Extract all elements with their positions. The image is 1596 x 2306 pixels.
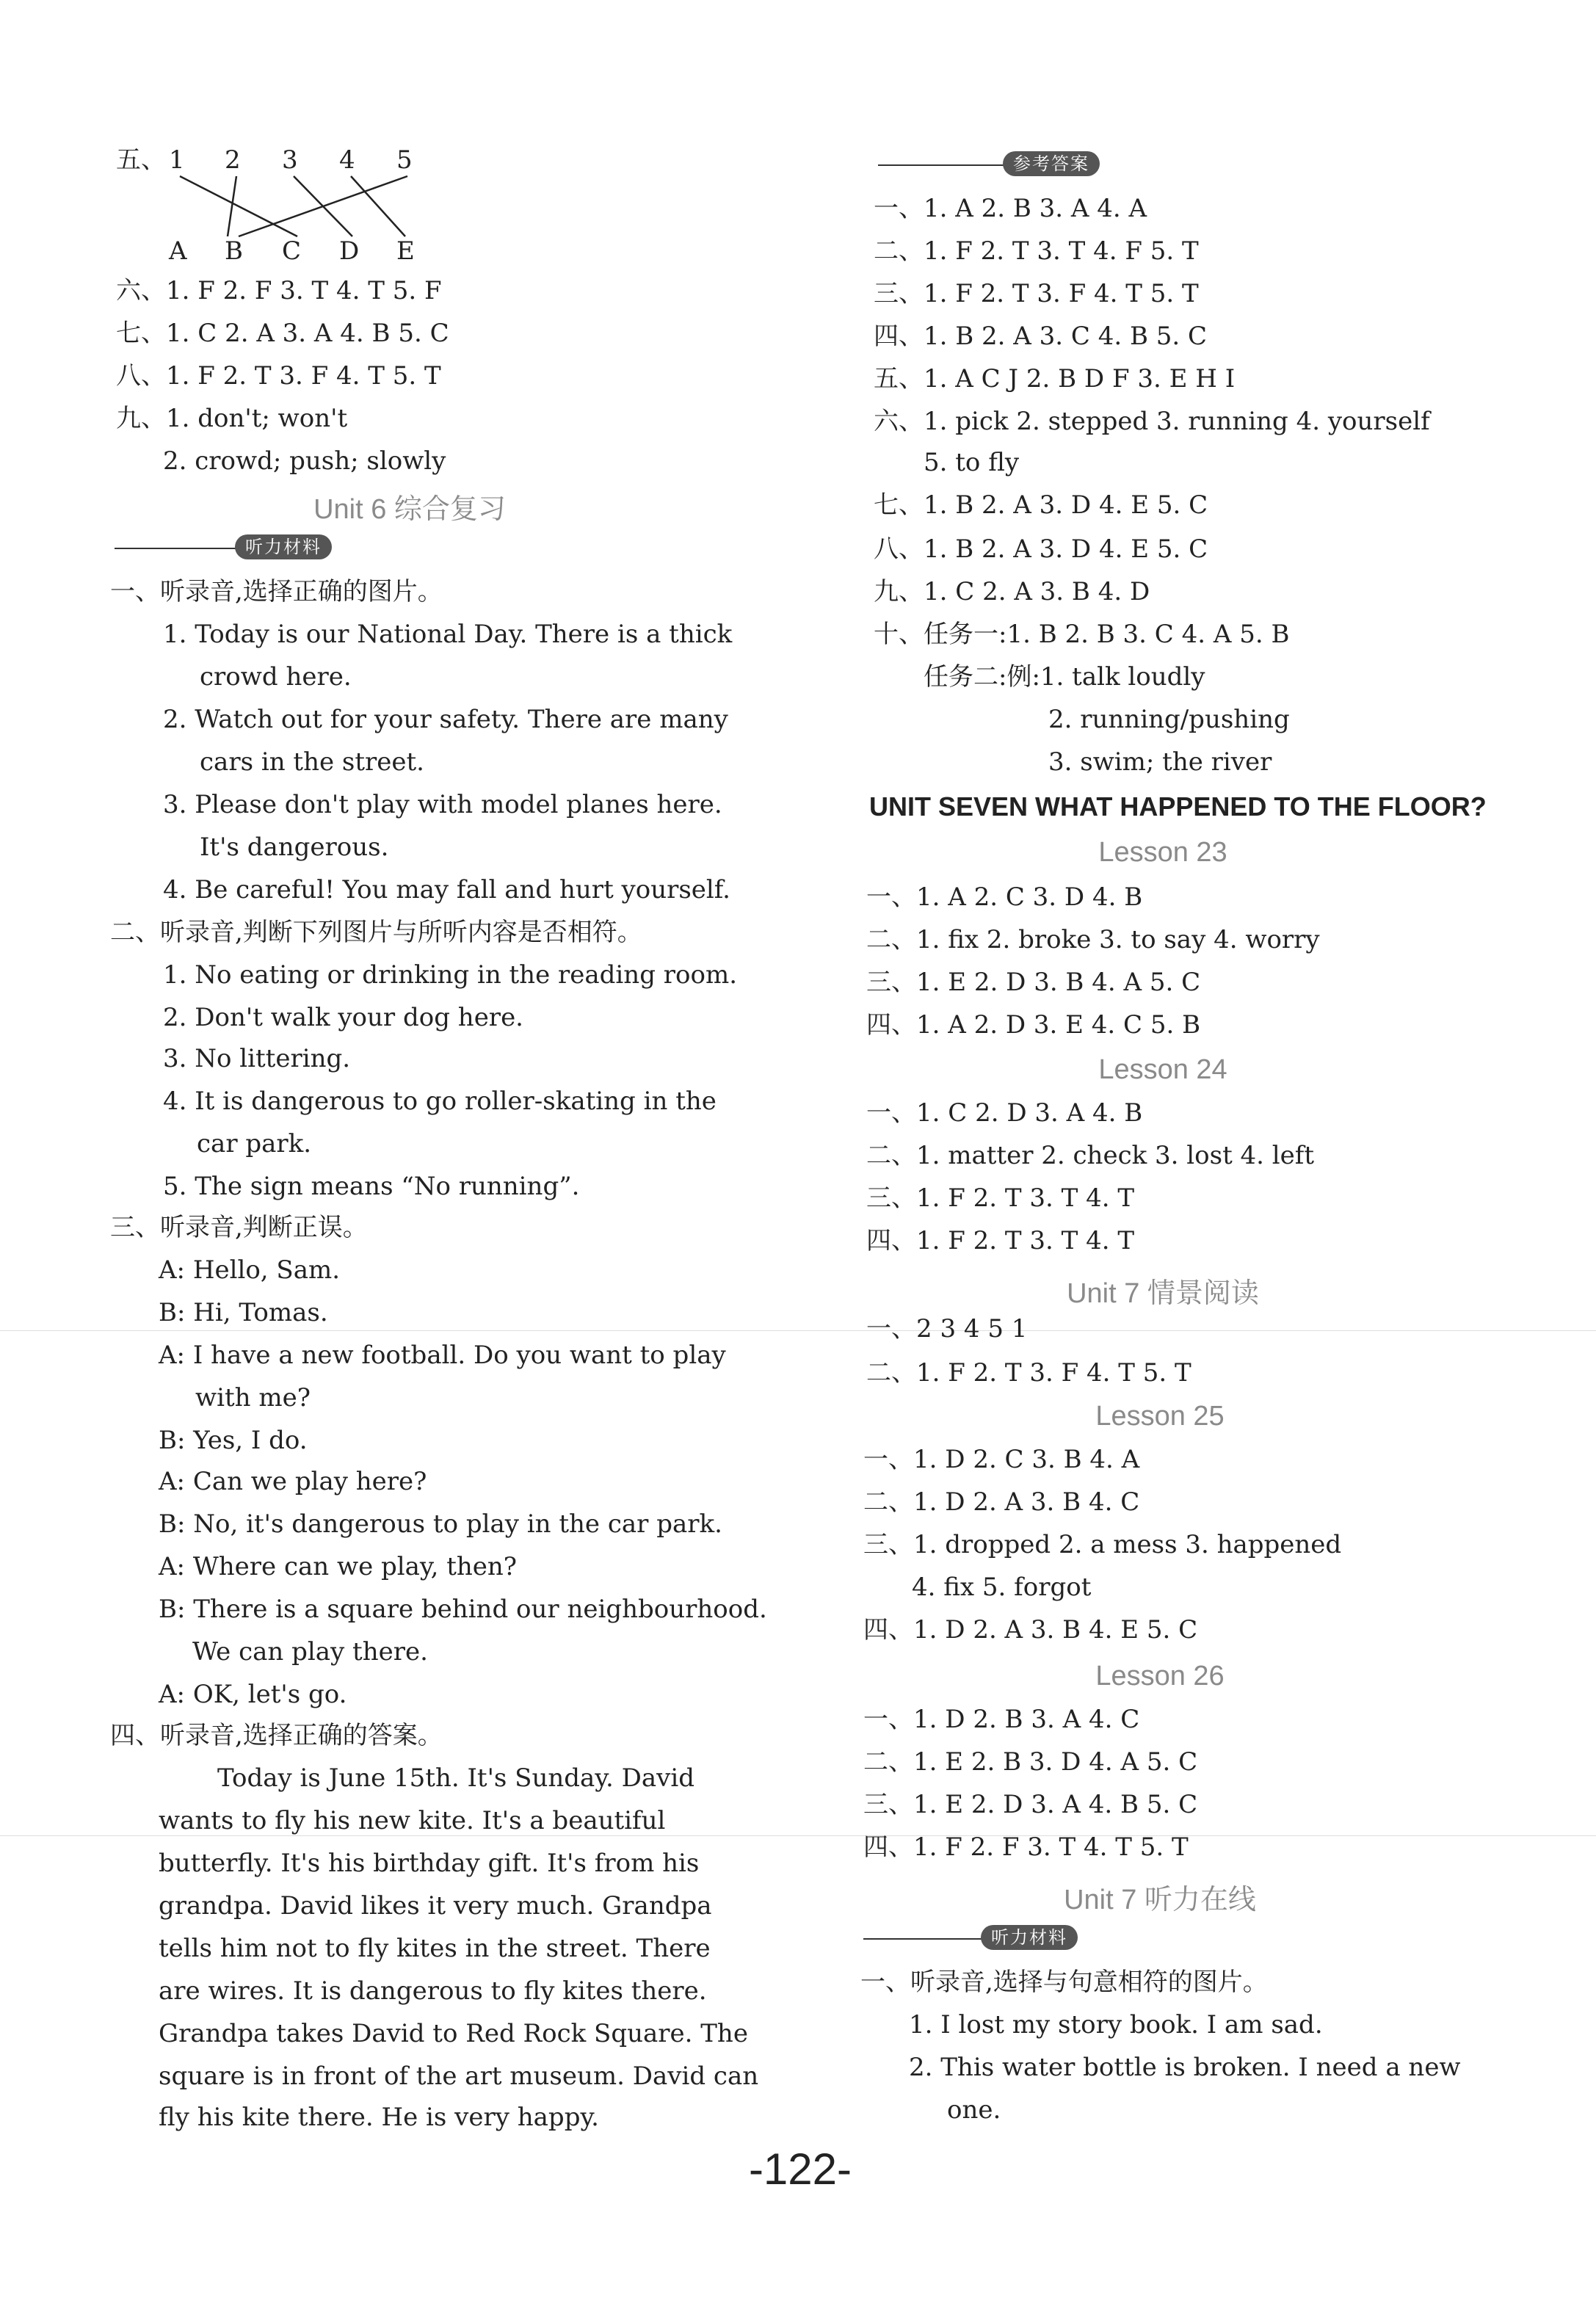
passage-line: Today is June 15th. It's Sunday. David [217,1763,694,1793]
text-line: 3. Please don't play with model planes here. [163,790,722,819]
answer-line: 二、1. fix 2. broke 3. to say 4. worry [866,925,1320,954]
dialogue-line: B: There is a square behind our neighbourhood. [159,1595,767,1624]
scan-crease [0,1330,1596,1331]
question-heading: 三、听录音,判断正误。 [110,1213,368,1242]
section-title: Unit 7 情景阅读 [1067,1278,1259,1309]
section-title: Lesson 26 [1095,1661,1225,1692]
passage-line: fly his kite there. He is very happy. [159,2103,599,2132]
answer-line: 一、1. D 2. B 3. A 4. C [863,1705,1140,1734]
answer-line: 四、1. F 2. F 3. T 4. T 5. T [863,1832,1189,1862]
answer-line: 二、1. F 2. T 3. F 4. T 5. T [866,1358,1191,1388]
section-title: Lesson 24 [1098,1054,1227,1085]
answer-line: 3. swim; the river [1048,747,1272,777]
banner-label: 参考答案 [1003,151,1100,176]
passage-line: Grandpa takes David to Red Rock Square. The [159,2019,748,2048]
section-title: Lesson 23 [1098,837,1227,868]
dialogue-line: A: Hello, Sam. [159,1255,341,1285]
match-letter: E [396,236,415,266]
text-line: crowd here. [200,662,352,692]
banner-label: 听力材料 [235,534,332,559]
answer-line: 二、1. D 2. A 3. B 4. C [863,1487,1140,1517]
match-letter: C [282,236,302,266]
answer-line: 三、1. E 2. D 3. A 4. B 5. C [863,1790,1198,1819]
answer-line: 四、1. D 2. A 3. B 4. E 5. C [863,1615,1198,1645]
answer-line: 2. running/pushing [1048,705,1290,734]
text-line: cars in the street. [200,747,424,777]
answer-line: 八、1. F 2. T 3. F 4. T 5. T [116,361,441,391]
text-line: 2. Watch out for your safety. There are many [163,705,728,734]
text-line: 2. Don't walk your dog here. [163,1003,523,1032]
question-heading: 一、听录音,选择与句意相符的图片。 [860,1968,1268,1997]
text-line: It's dangerous. [200,833,389,862]
dialogue-line: We can play there. [192,1637,428,1667]
dialogue-line: A: I have a new football. Do you want to play [159,1341,726,1370]
answer-line: 5. to fly [924,448,1020,477]
dialogue-line: A: Can we play here? [159,1467,427,1496]
text-line: 4. Be careful! You may fall and hurt yourself. [163,875,730,904]
passage-line: grandpa. David likes it very much. Grandpa [159,1891,712,1921]
match-letter: A [169,236,187,266]
passage-line: butterfly. It's his birthday gift. It's from his [159,1849,700,1878]
dialogue-line: A: Where can we play, then? [159,1552,518,1581]
question-heading: 四、听录音,选择正确的答案。 [110,1721,443,1750]
page-number: -122- [748,2144,852,2194]
text-line: 3. No littering. [163,1044,351,1073]
answer-line: 一、1. D 2. C 3. B 4. A [863,1445,1140,1474]
section-title: Unit 7 听力在线 [1064,1885,1256,1915]
answers-banner [878,150,1142,179]
passage-line: tells him not to fly kites in the street. There [159,1934,711,1963]
matching-label: 五、 [116,145,166,175]
text-line: one. [947,2095,1001,2125]
answer-line: 三、1. dropped 2. a mess 3. happened [863,1530,1342,1559]
answer-line: 4. fix 5. forgot [912,1573,1092,1602]
match-num: 2 [225,145,241,175]
unit-heading: UNIT SEVEN WHAT HAPPENED TO THE FLOOR? [869,791,1487,822]
section-title: Unit 6 综合复习 [313,494,506,525]
answer-line: 任务二:例:1. talk loudly [924,662,1205,692]
dialogue-line: B: Hi, Tomas. [159,1298,328,1327]
match-letter: D [339,236,360,266]
answer-line: 七、1. C 2. A 3. A 4. B 5. C [116,319,449,348]
banner-label: 听力材料 [981,1925,1078,1950]
answer-line: 三、1. F 2. T 3. T 4. T [866,1183,1135,1213]
answer-line: 四、1. F 2. T 3. T 4. T [866,1226,1135,1255]
answer-line: 二、1. E 2. B 3. D 4. A 5. C [863,1747,1198,1777]
dialogue-line: A: OK, let's go. [159,1680,347,1709]
text-line: car park. [197,1129,312,1159]
match-num: 4 [339,145,355,175]
dialogue-line: with me? [195,1383,311,1413]
passage-line: are wires. It is dangerous to fly kites there. [159,1976,707,2006]
answer-line: 十、任务一:1. B 2. B 3. C 4. A 5. B [874,620,1290,649]
answer-line: 一、1. A 2. B 3. A 4. A [874,194,1147,223]
match-num: 1 [169,145,185,175]
dialogue-line: B: Yes, I do. [159,1426,308,1455]
answer-line: 四、1. A 2. D 3. E 4. C 5. B [866,1010,1201,1040]
match-num: 3 [282,145,298,175]
match-num: 5 [396,145,413,175]
matching-lines [0,0,514,294]
dialogue-line: B: No, it's dangerous to play in the car park. [159,1509,722,1539]
text-line: 2. This water bottle is broken. I need a new [909,2053,1461,2082]
answer-line: 七、1. B 2. A 3. D 4. E 5. C [874,490,1208,520]
passage-line: wants to fly his new kite. It's a beautiful [159,1806,666,1835]
text-line: 5. The sign means “No running”. [163,1172,580,1201]
text-line: 1. Today is our National Day. There is a thick [163,620,733,649]
answer-line: 一、1. A 2. C 3. D 4. B [866,882,1143,912]
listening-material-banner [115,533,357,562]
match-letter: B [225,236,243,266]
answer-line: 二、1. F 2. T 3. T 4. F 5. T [874,236,1199,266]
answer-line: 一、1. C 2. D 3. A 4. B [866,1098,1143,1128]
answer-line: 2. crowd; push; slowly [163,446,446,476]
answer-line: 五、1. A C J 2. B D F 3. E H I [874,364,1236,394]
answer-line: 六、1. F 2. F 3. T 4. T 5. F [116,276,442,305]
question-heading: 一、听录音,选择正确的图片。 [110,577,443,606]
section-title: Lesson 25 [1095,1401,1225,1432]
answer-line: 二、1. matter 2. check 3. lost 4. left [866,1141,1315,1170]
answer-line: 九、1. C 2. A 3. B 4. D [874,577,1150,606]
answer-line: 三、1. E 2. D 3. B 4. A 5. C [866,968,1201,997]
answer-line: 一、2 3 4 5 1 [866,1314,1028,1344]
answer-line: 九、1. don't; won't [116,404,348,433]
text-line: 1. I lost my story book. I am sad. [909,2010,1323,2039]
answer-line: 三、1. F 2. T 3. F 4. T 5. T [874,279,1199,308]
question-heading: 二、听录音,判断下列图片与所听内容是否相符。 [110,918,642,947]
text-line: 1. No eating or drinking in the reading room. [163,960,737,990]
passage-line: square is in front of the art museum. David can [159,2062,759,2091]
text-line: 4. It is dangerous to go roller-skating in the [163,1087,717,1116]
answer-line: 八、1. B 2. A 3. D 4. E 5. C [874,534,1208,564]
answer-line: 四、1. B 2. A 3. C 4. B 5. C [874,322,1208,351]
listening-material-banner [863,1924,1113,1953]
answer-line: 六、1. pick 2. stepped 3. running 4. yourself [874,407,1430,436]
